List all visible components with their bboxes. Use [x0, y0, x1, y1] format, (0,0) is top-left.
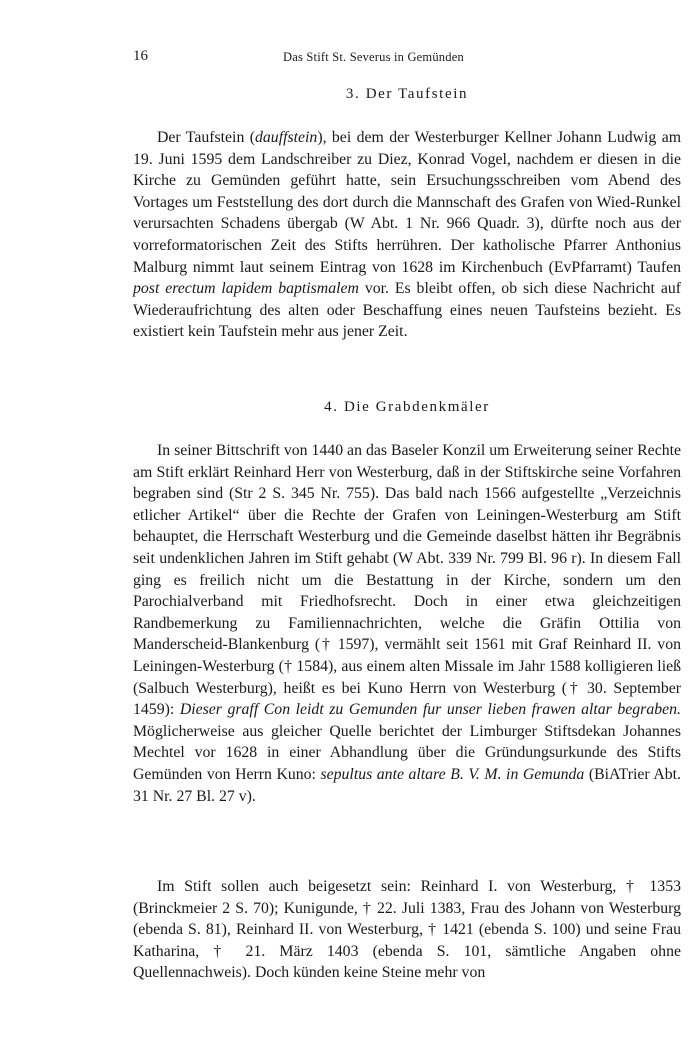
paragraph-grabdenkmaeler-1: In seiner Bittschrift von 1440 an das Baseler Konzil um Erweiterung seiner Rechte am Stift erklärt Reinhard Herr von Westerburg, daß in der Stiftskirche seine Vorfahren begraben sind (Str 2 S. 345 Nr. 755). Das bald nach 1566 aufgestellte „Verzeichnis etlicher Artikel“ über die Rechte der Grafen von Leiningen-Westerburg am Stift behauptet, die Herrschaft Westerburg und die Gemeinde daselbst hätten ihr Begräbnis seit undenklichen Jahren im Stift gehabt (W Abt. 339 Nr. 799 Bl. 96 r). In diesem Fall ging es freilich nicht um die Bestattung in der Kirche, sondern um den Parochialverband mit Friedhofsrecht. Doch in einer etwa gleichzeitigen Randbemerkung zu Familiennachrichten, welche die Gräfin Ottilia von Manderscheid-Blankenburg († 1597), vermählt seit 1561 mit Graf Reinhard II. von Leiningen-Westerburg († 1584), aus einem alten Missale im Jahr 1588 kolligieren ließ (Salbuch Westerburg), heißt es bei Kuno Herrn von Westerburg († 30. September 1459): Dieser graff Con leidt zu Gemunden fur unser lieben frawen altar begraben. Möglicherweise aus gleicher Quelle berichtet der Limburger Stiftsdekan Johannes Mechtel vor 1628 in einer Abhandlung über die Gründungsurkunde des Stifts Gemünden von Herrn Kuno: sepultus ante altare B. V. M. in Gemunda (BiATrier Abt. 31 Nr. 27 Bl. 27 v).: [133, 442, 681, 805]
paragraph-grabdenkmaeler-2: Im Stift sollen auch beigesetzt sein: Reinhard I. von Westerburg, † 1353 (Brinckmeier 2 S. 70); Kunigunde, † 22. Juli 1383, Frau des Johann von Westerburg (ebenda S. 81), Reinhard II. von Westerburg, † 1421 (ebenda S. 100) und seine Frau Katharina, † 21. März 1403 (ebenda S. 101, sämtliche Angaben ohne Quellennachweis). Doch künden keine Steine mehr von: [133, 878, 681, 982]
running-head: [133, 48, 681, 68]
italic-quote: sepultus ante altare B. V. M. in Gemunda: [320, 765, 585, 783]
paragraph-taufstein: Der Taufstein (dauffstein), bei dem der Westerburger Kellner Johann Ludwig am 19. Juni 1595 dem Landschreiber zu Diez, Konrad Vogel, nachdem er diesen in die Kirche zu Gemünden geführt hatte, sein Ersuchungsschreiben vom Abend des Vortages um Feststellung des dort durch die Mannschaft des Grafen von Wied-Runkel verursachten Schadens übergab (W Abt. 1 Nr. 966 Quadr. 3), dürfte noch aus der vorreformatorischen Zeit des Stifts herrühren. Der katholische Pfarrer Anthonius Malburg nimmt laut seinem Eintrag von 1628 im Kirchenbuch (EvPfarramt) Taufen post erectum lapidem baptismalem vor. Es bleibt offen, ob sich diese Nachricht auf Wiederaufrichtung des alten oder Beschaffung eines neuen Taufsteins bezieht. Es existiert kein Taufstein mehr aus jener Zeit.: [133, 129, 682, 341]
page-number: 16: [133, 48, 148, 64]
section-heading-taufstein: 3. Der Taufstein: [345, 86, 469, 102]
italic-quote: post erectum lapidem baptismalem: [133, 280, 359, 298]
italic-quote: dauffstein: [255, 129, 318, 146]
section-heading-grabdenkmaeler: 4. Die Grabdenkmäler: [324, 399, 490, 415]
running-title: Das Stift St. Severus in Gemünden: [283, 50, 464, 64]
italic-quote: Dieser graff Con leidt zu Gemunden fur unser lieben frawen altar begraben.: [179, 701, 681, 719]
